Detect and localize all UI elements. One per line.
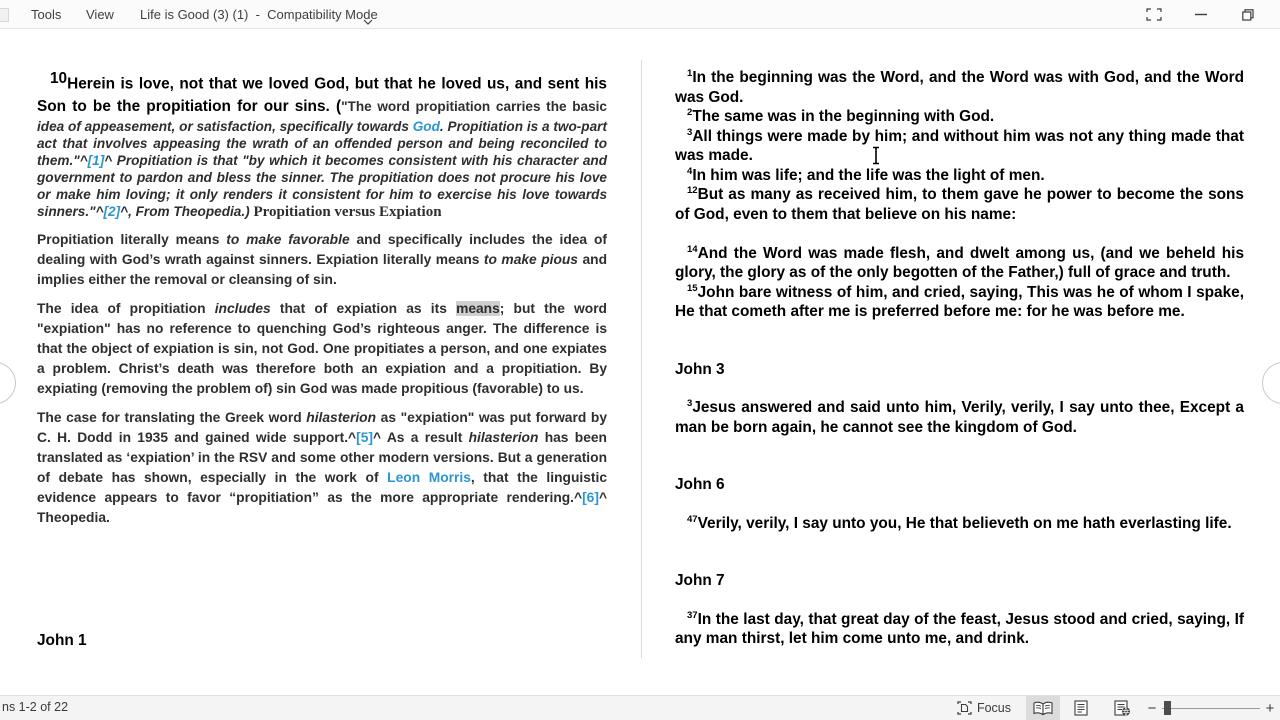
hyperlink[interactable]: [2] xyxy=(103,203,121,219)
print-layout-icon xyxy=(1074,700,1088,716)
verse-number: 14 xyxy=(687,243,698,255)
zoom-slider-track[interactable] xyxy=(1162,708,1260,709)
verse-number: 2 xyxy=(687,106,693,118)
verse-paragraph xyxy=(675,166,1244,186)
text-run: includes xyxy=(214,300,271,316)
text-run: to make favorable xyxy=(226,231,350,247)
text-run: ^ As a result xyxy=(372,429,469,445)
clipped-icon xyxy=(0,8,9,22)
highlighted-text: means xyxy=(456,300,500,316)
menu-tools[interactable]: Tools xyxy=(31,7,62,22)
restore-icon xyxy=(1242,9,1254,21)
status-bar xyxy=(0,695,1280,720)
text-run: The idea of propitiation xyxy=(37,300,215,316)
left-column xyxy=(37,68,607,650)
text-run: . Propitiation is a two-part act that involves appeasing the wrath of an offended person and being reconciled to them."^ xyxy=(37,118,607,168)
verse-paragraph xyxy=(675,185,1244,224)
verse-paragraph xyxy=(675,244,1244,283)
text-cursor-pointer xyxy=(871,146,881,170)
print-layout-button[interactable] xyxy=(1064,696,1098,720)
text-run: Herein is love, not that we loved God, but that he loved us, and sent his Son to be the propitiation for our sins. ( xyxy=(37,75,607,115)
hyperlink[interactable]: Leon Morris xyxy=(387,469,471,485)
right-column xyxy=(675,68,1244,649)
verse-paragraph xyxy=(675,283,1244,322)
hyperlink[interactable]: [6] xyxy=(582,489,599,505)
text-run: In him was life; and the life was the light of men. xyxy=(692,166,1045,184)
paragraph xyxy=(37,68,607,221)
text-run: Propitiation literally means xyxy=(37,231,227,247)
verse-paragraph xyxy=(675,127,1244,166)
text-run: to make pious xyxy=(483,251,578,267)
text-run: In the beginning was the Word, and the Word was with God, and the Word was God. xyxy=(675,69,1244,106)
verse-number: 47 xyxy=(687,513,698,525)
text-run: idea of appeasement, or satisfaction, specifically towards xyxy=(37,118,413,134)
text-run: In the last day, that great day of the feast, Jesus stood and cried, saying, If any man thirst, let him come unto me, and drink. xyxy=(675,610,1244,647)
paragraph xyxy=(37,299,607,399)
text-run: and implies either the removal or cleansing of sin. xyxy=(37,251,607,287)
column-divider xyxy=(641,60,642,658)
verse-paragraph xyxy=(675,107,1244,127)
zoom-out-button[interactable]: − xyxy=(1147,699,1157,717)
verse-paragraph xyxy=(675,514,1244,534)
blank-line xyxy=(675,224,1244,244)
verse-number: 37 xyxy=(687,609,698,621)
verse-paragraph xyxy=(675,398,1244,437)
hyperlink[interactable]: God xyxy=(412,118,440,134)
verse-number: 3 xyxy=(687,126,693,138)
screens-indicator: ns 1-2 of 22 xyxy=(2,700,69,714)
verse-number: 4 xyxy=(687,165,693,177)
verse-number: 1 xyxy=(687,67,693,79)
read-mode-button[interactable] xyxy=(1026,696,1060,720)
previous-screen-button[interactable] xyxy=(0,362,16,404)
text-run: ^ Propitiation is that "by which it becomes consistent with his character and government to pardon and bless the sinner. The propitiation does not procure his love or make him loving; it only renders it consistent for him to exercise his love towards sinners."^ xyxy=(37,152,607,219)
verse-number: 15 xyxy=(687,282,698,294)
minimize-button[interactable] xyxy=(1184,0,1218,29)
text-run: hilasterion xyxy=(306,409,377,425)
text-run: as "expiation" was put forward by C. H. Dodd in 1935 and gained wide support.^ xyxy=(37,409,607,445)
text-run: "The word propitiation carries the basic xyxy=(341,98,607,114)
section-heading: John 6 xyxy=(675,476,725,493)
text-run: has been translated as ‘expiation’ in the RSV and some other modern versions. But a generation of debate has shown, especially in the work of xyxy=(37,429,607,485)
verse-number: 10 xyxy=(50,70,68,87)
text-run: But as many as received him, to them gave he power to become the sons of God, even to them that believe on his name: xyxy=(675,186,1244,223)
expand-icon xyxy=(1146,8,1162,21)
text-run: And the Word was made flesh, and dwelt among us, (and we beheld his glory, the glory as of the only begotten of the Father,) full of grace and truth. xyxy=(675,244,1244,281)
section-heading: John 1 xyxy=(37,631,87,649)
zoom-slider[interactable] xyxy=(1162,696,1260,720)
text-run: Verily, verily, I say unto you, He that believeth on me hath everlasting life. xyxy=(697,514,1232,532)
read-mode-icon xyxy=(1033,701,1053,716)
minimize-icon xyxy=(1195,13,1207,16)
text-run: John bare witness of him, and cried, saying, This was he of whom I spake, He that cometh after me is preferred before me: for he was before me. xyxy=(675,283,1244,320)
auto-hide-toolbar-button[interactable] xyxy=(1137,0,1171,29)
focus-label: Focus xyxy=(976,701,1012,715)
text-run: Jesus answered and said unto him, Verily, verily, I say unto thee, Except a man be born again, he cannot see the kingdom of God. xyxy=(675,399,1244,436)
text-run: ; but the word "expiation" has no reference to quenching God’s righteous anger. The difference is that the object of expiation is sin, not God. One propitiates a person, and one expiates a problem. Christ’s death was therefore both an expiation and a propitiation. By expiating (removing the problem of) sin God was made propitious (favorable) to us. xyxy=(37,300,607,396)
chevron-down-icon[interactable] xyxy=(363,12,373,30)
paragraph xyxy=(37,408,607,528)
zoom-slider-thumb[interactable] xyxy=(1164,701,1171,715)
title-bar xyxy=(0,0,1280,29)
text-run: Propitiation versus Expiation xyxy=(253,203,442,220)
text-run: that of expiation as its xyxy=(270,300,457,316)
zoom-in-button[interactable]: + xyxy=(1265,699,1275,717)
next-screen-button[interactable] xyxy=(1262,362,1280,404)
hyperlink[interactable]: [1] xyxy=(87,152,105,168)
verse-number: 12 xyxy=(687,184,698,196)
section-heading: John 3 xyxy=(675,360,725,378)
text-run: hilasterion xyxy=(468,429,539,445)
text-run: and specifically includes the idea of dealing with God’s wrath against sinners. Expiation literally means xyxy=(37,231,607,267)
web-layout-button[interactable] xyxy=(1104,696,1140,720)
paragraph xyxy=(37,230,607,290)
hyperlink[interactable]: [5] xyxy=(356,429,373,445)
text-run: The case for translating the Greek word xyxy=(37,409,307,425)
text-run: All things were made by him; and without him was not any thing made that was made. xyxy=(675,127,1244,164)
document-title[interactable]: Life is Good (3) (1) - Compatibility Mode xyxy=(140,7,378,22)
focus-button[interactable] xyxy=(952,696,1016,720)
verse-number: 3 xyxy=(687,397,693,409)
section-heading: John 7 xyxy=(675,572,725,589)
menu-view[interactable]: View xyxy=(86,7,114,22)
focus-icon xyxy=(957,701,972,715)
text-run: ^, From Theopedia.) xyxy=(120,203,254,219)
restore-button[interactable] xyxy=(1231,0,1265,29)
text-run: , that the linguistic evidence appears to favor “propitiation” as the more appropriate rendering.^ xyxy=(37,469,607,505)
verse-paragraph xyxy=(675,68,1244,107)
text-run: ^ Theopedia. xyxy=(37,489,607,525)
text-run: The same was in the beginning with God. xyxy=(692,108,995,125)
document-canvas xyxy=(0,29,1280,695)
verse-paragraph xyxy=(675,610,1244,649)
web-layout-icon xyxy=(1114,700,1131,716)
